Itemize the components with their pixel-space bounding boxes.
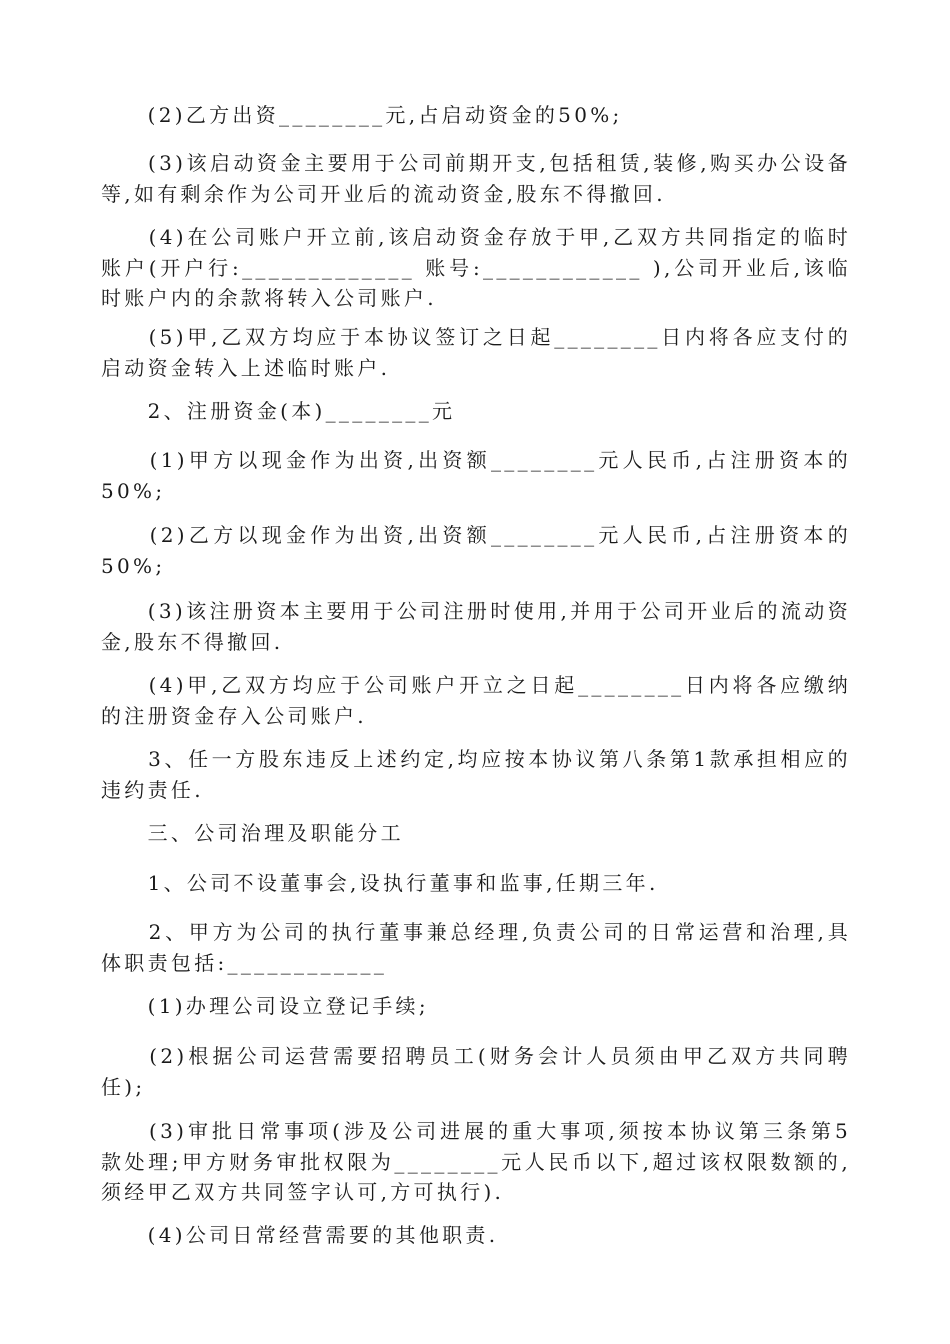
- paragraph-hiring-duty: (2)根据公司运营需要招聘员工(财务会计人员须由甲乙双方共同聘任);: [101, 1044, 851, 1099]
- paragraph-startup-fund-usage: (3)该启动资金主要用于公司前期开支,包括租赁,装修,购买办公设备等,如有剩余作为公司开业后的流动资金,股东不得撤回.: [101, 151, 851, 206]
- section-heading-governance: 三、公司治理及职能分工: [101, 821, 404, 845]
- paragraph-approval-duty: (3)审批日常事项(涉及公司进展的重大事项,须按本协议第三条第5款处理;甲方财务审批权限为________元人民币以下,超过该权限数额的,须经甲乙双方共同签字认可,方可执行).: [101, 1119, 851, 1204]
- paragraph-capital-deposit-deadline: (4)甲,乙双方均应于公司账户开立之日起________日内将各应缴纳的注册资金存入公司账户.: [101, 673, 851, 728]
- paragraph-transfer-deadline: (5)甲,乙双方均应于本协议签订之日起________日内将各应支付的启动资金转入上述临时账户.: [101, 325, 851, 380]
- paragraph-executive-director: 2、甲方为公司的执行董事兼总经理,负责公司的日常运营和治理,具体职责包括:____________: [101, 920, 851, 975]
- paragraph-other-duties: (4)公司日常经营需要的其他职责.: [101, 1223, 499, 1247]
- paragraph-b-cash-contribution: (2)乙方以现金作为出资,出资额________元人民币,占注册资本的50%;: [101, 523, 851, 578]
- paragraph-registration-duty: (1)办理公司设立登记手续;: [101, 994, 429, 1018]
- section-registered-capital: 2、注册资金(本)________元: [101, 399, 456, 423]
- paragraph-temporary-account: (4)在公司账户开立前,该启动资金存放于甲,乙双方共同指定的临时账户(开户行:_____________ 账号:____________ ),公司开业后,该临时账户内的余款将转入公司账户.: [101, 225, 851, 310]
- paragraph-breach-liability: 3、任一方股东违反上述约定,均应按本协议第八条第1款承担相应的违约责任.: [101, 747, 851, 802]
- paragraph-registered-capital-usage: (3)该注册资本主要用于公司注册时使用,并用于公司开业后的流动资金,股东不得撤回.: [101, 599, 851, 654]
- paragraph-no-board: 1、公司不设董事会,设执行董事和监事,任期三年.: [101, 871, 659, 895]
- paragraph-a-cash-contribution: (1)甲方以现金作为出资,出资额________元人民币,占注册资本的50%;: [101, 448, 851, 503]
- paragraph-b-investment: (2)乙方出资________元,占启动资金的50%;: [101, 103, 623, 127]
